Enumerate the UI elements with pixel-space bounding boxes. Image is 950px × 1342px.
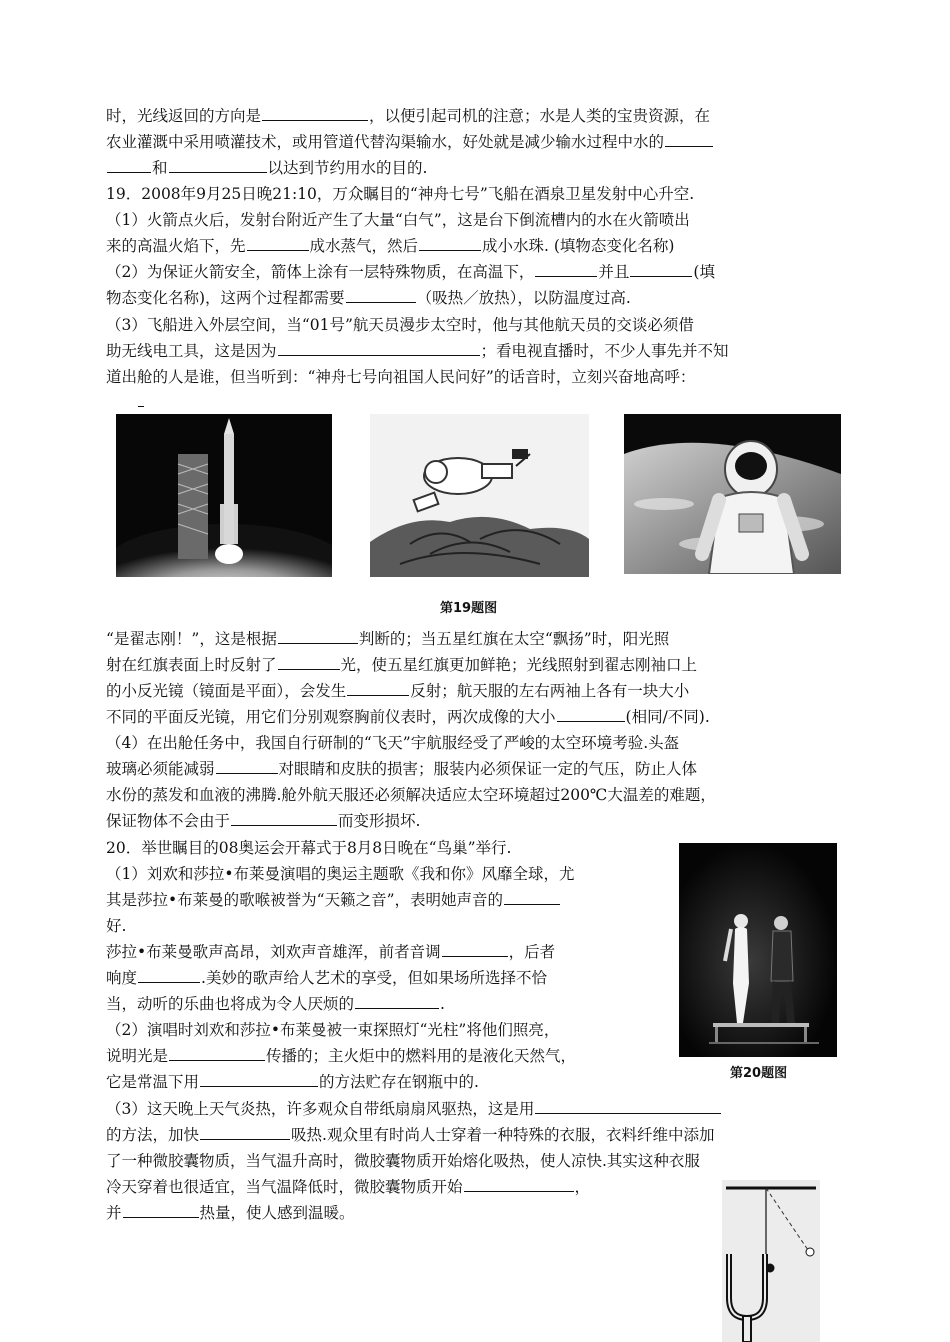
text: 吸热.观众里有时尚人士穿着一种特殊的衣服，衣料纤维中添加 [291, 1126, 715, 1144]
text: 时，光线返回的方向是 [106, 107, 262, 125]
q19-p2-line-2 [106, 286, 631, 311]
q20-p1-line-4 [106, 940, 555, 965]
text: 以达到节约用水的目的. [267, 159, 428, 177]
answer-blank[interactable] [535, 1098, 721, 1114]
q18-line-3 [106, 156, 427, 181]
answer-blank[interactable] [535, 261, 597, 277]
text: 而变形损坏. [338, 812, 421, 830]
q20-p3-line-5 [106, 1201, 355, 1226]
text: 判断的；当五星红旗在太空“飘扬”时，阳光照 [358, 630, 670, 648]
text: 的方法，加快 [106, 1126, 200, 1144]
text: 说明光是 [106, 1047, 169, 1065]
q19-p4-line-1: （4）在出舱任务中，我国自行研制的“飞天”宇航服经受了严峻的太空环境考验.头盔 [106, 734, 680, 752]
q20-p3-line-4 [106, 1175, 590, 1200]
answer-blank[interactable] [278, 628, 358, 644]
text: 当，动听的乐曲也将成为令人厌烦的 [106, 995, 355, 1013]
text: 并且 [598, 263, 630, 281]
text: 和 [152, 159, 168, 177]
text: ，后者 [508, 943, 556, 961]
answer-blank[interactable] [138, 967, 200, 983]
text: 助无线电工具，这是因为 [106, 342, 277, 360]
answer-blank[interactable] [665, 131, 713, 147]
answer-blank[interactable] [278, 340, 480, 356]
q19-p2-line-1 [106, 260, 715, 285]
answer-blank[interactable] [123, 1202, 199, 1218]
text: .美妙的歌声给人艺术的享受，但如果场所选择不恰 [201, 969, 547, 987]
q19-p3-line-2 [106, 339, 729, 364]
text: 保证物体不会由于 [106, 812, 231, 830]
text: 响度 [106, 969, 138, 987]
answer-blank[interactable] [216, 758, 278, 774]
q20-p3-line-3: 了一种微胶囊物质，当气温升高时，微胶囊物质开始熔化吸热，使人凉快.其实这种衣服 [106, 1152, 700, 1170]
q20-p3-line-2 [106, 1123, 714, 1148]
answer-blank[interactable] [200, 1124, 290, 1140]
stray-mark [138, 406, 144, 407]
answer-blank[interactable] [464, 1176, 574, 1192]
text: (填 [693, 263, 715, 281]
answer-blank[interactable] [630, 261, 692, 277]
text: 的方法贮存在钢瓶中的. [319, 1073, 479, 1091]
text: ；看电视直播时，不少人事先并不知 [480, 342, 729, 360]
q20-p3-line-1 [106, 1097, 722, 1122]
answer-blank[interactable] [262, 105, 368, 121]
text: 农业灌溉中采用喷灌技术，或用管道代替沟渠输水，好处就是减少输水过程中水的 [106, 133, 665, 151]
text: （2）为保证火箭安全，箭体上涂有一层特殊物质，在高温下， [106, 263, 535, 281]
text: 来的高温火焰下，先 [106, 237, 246, 255]
text: （吸热／放热），以防温度过高. [416, 289, 631, 307]
text: 反射；航天服的左右两袖上各有一块大小 [410, 682, 690, 700]
answer-blank[interactable] [557, 706, 625, 722]
tuning-fork-diagram [722, 1180, 820, 1342]
text: 物态变化名称)，这两个过程都需要 [106, 289, 345, 307]
text: 玻璃必须能减弱 [106, 760, 215, 778]
figure-19-caption: 第19题图 [440, 601, 498, 616]
q19-p4-line-3: 水份的蒸发和血液的沸腾.舱外航天服还必须解决适应太空环境超过200℃大温差的难题， [106, 786, 716, 804]
tuning-fork-handle [743, 1316, 751, 1342]
answer-blank[interactable] [355, 993, 439, 1009]
text: 成小水珠. (填物态变化名称) [482, 237, 675, 255]
q19-p1-line-1: （1）火箭点火后，发射台附近产生了大量“白气”，这是台下倒流槽内的水在火箭喷出 [106, 211, 690, 229]
answer-blank[interactable] [107, 157, 151, 173]
spacewalk-photo [370, 414, 589, 577]
astronaut-photo [624, 414, 841, 574]
text: 冷天穿着也很适宜，当气温降低时，微胶囊物质开始 [106, 1178, 463, 1196]
text: 热量，使人感到温暖。 [199, 1204, 355, 1222]
q19-p3-line-4 [106, 627, 669, 652]
q19-p1-line-2 [106, 234, 674, 259]
q20-intro: 20．举世瞩目的08奥运会开幕式于8月8日晚在“鸟巢”举行. [106, 839, 512, 857]
answer-blank[interactable] [442, 941, 508, 957]
q20-p1-line-1: （1）刘欢和莎拉•布莱曼演唱的奥运主题歌《我和你》风靡全球，尤 [106, 865, 575, 883]
text: 传播的；主火炬中的燃料用的是液化天然气， [266, 1047, 577, 1065]
text: 它是常温下用 [106, 1073, 200, 1091]
text: （3）这天晚上天气炎热，许多观众自带纸扇扇风驱热，这是用 [106, 1100, 535, 1118]
text: 不同的平面反光镜，用它们分别观察胸前仪表时，两次成像的大小 [106, 708, 556, 726]
answer-blank[interactable] [419, 235, 481, 251]
q19-p4-line-2 [106, 757, 697, 782]
q20-p1-line-3: 好. [106, 917, 127, 935]
q20-p1-line-5 [106, 966, 547, 991]
answer-blank[interactable] [504, 889, 560, 905]
q19-p3-line-5 [106, 653, 697, 678]
text: (相同/不同). [625, 708, 710, 726]
text: 莎拉•布莱曼歌声高昂，刘欢声音雄浑，前者音调 [106, 943, 441, 961]
text: 对眼睛和皮肤的损害；服装内必须保证一定的气压，防止人体 [278, 760, 698, 778]
text: ， [574, 1178, 591, 1196]
answer-blank[interactable] [247, 235, 309, 251]
text: . [440, 995, 445, 1013]
pendulum-ball-displaced [806, 1248, 814, 1256]
q19-p3-line-3: 道出舱的人是谁，但当听到：“神舟七号向祖国人民问好”的话音时，立刻兴奋地高呼： [106, 368, 696, 386]
q18-line-2 [106, 130, 714, 155]
answer-blank[interactable] [169, 157, 267, 173]
q20-p2-line-3 [106, 1070, 479, 1095]
text: 的小反光镜（镜面是平面），会发生 [106, 682, 347, 700]
text: 其是莎拉•布莱曼的歌喉被誉为“天籁之音”，表明她声音的 [106, 891, 503, 909]
singers-stage-photo [679, 843, 837, 1057]
rocket-launch-photo [116, 414, 332, 577]
q18-line-1 [106, 104, 710, 129]
text: 成水蒸气，然后 [309, 237, 419, 255]
q19-p4-line-4 [106, 809, 420, 834]
q19-p3-line-6 [106, 679, 689, 704]
q20-p1-line-6 [106, 992, 445, 1017]
text: “是翟志刚！”，这是根据 [106, 630, 277, 648]
answer-blank[interactable] [200, 1071, 318, 1087]
answer-blank[interactable] [347, 680, 409, 696]
answer-blank[interactable] [278, 654, 340, 670]
answer-blank[interactable] [169, 1045, 265, 1061]
text: 并 [106, 1204, 122, 1222]
answer-blank[interactable] [346, 287, 416, 303]
q19-p3-line-1: （3）飞船进入外层空间，当“01号”航天员漫步太空时，他与其他航天员的交谈必须借 [106, 316, 694, 334]
q20-p2-line-2 [106, 1044, 576, 1069]
text: 光，使五星红旗更加鲜艳；光线照射到翟志刚袖口上 [340, 656, 698, 674]
q19-p3-line-7 [106, 705, 710, 730]
figure-20-caption: 第20题图 [730, 1066, 788, 1081]
text: 射在红旗表面上时反射了 [106, 656, 277, 674]
q20-p2-line-1: （2）演唱时刘欢和莎拉•布莱曼被一束探照灯“光柱”将他们照亮， [106, 1021, 560, 1039]
text: ，以便引起司机的注意；水是人类的宝贵资源，在 [369, 107, 711, 125]
answer-blank[interactable] [231, 810, 337, 826]
q19-intro: 19．2008年9月25日晚21:10，万众瞩目的“神舟七号”飞船在酒泉卫星发射中心升空. [106, 185, 695, 203]
q20-p1-line-2 [106, 888, 561, 913]
